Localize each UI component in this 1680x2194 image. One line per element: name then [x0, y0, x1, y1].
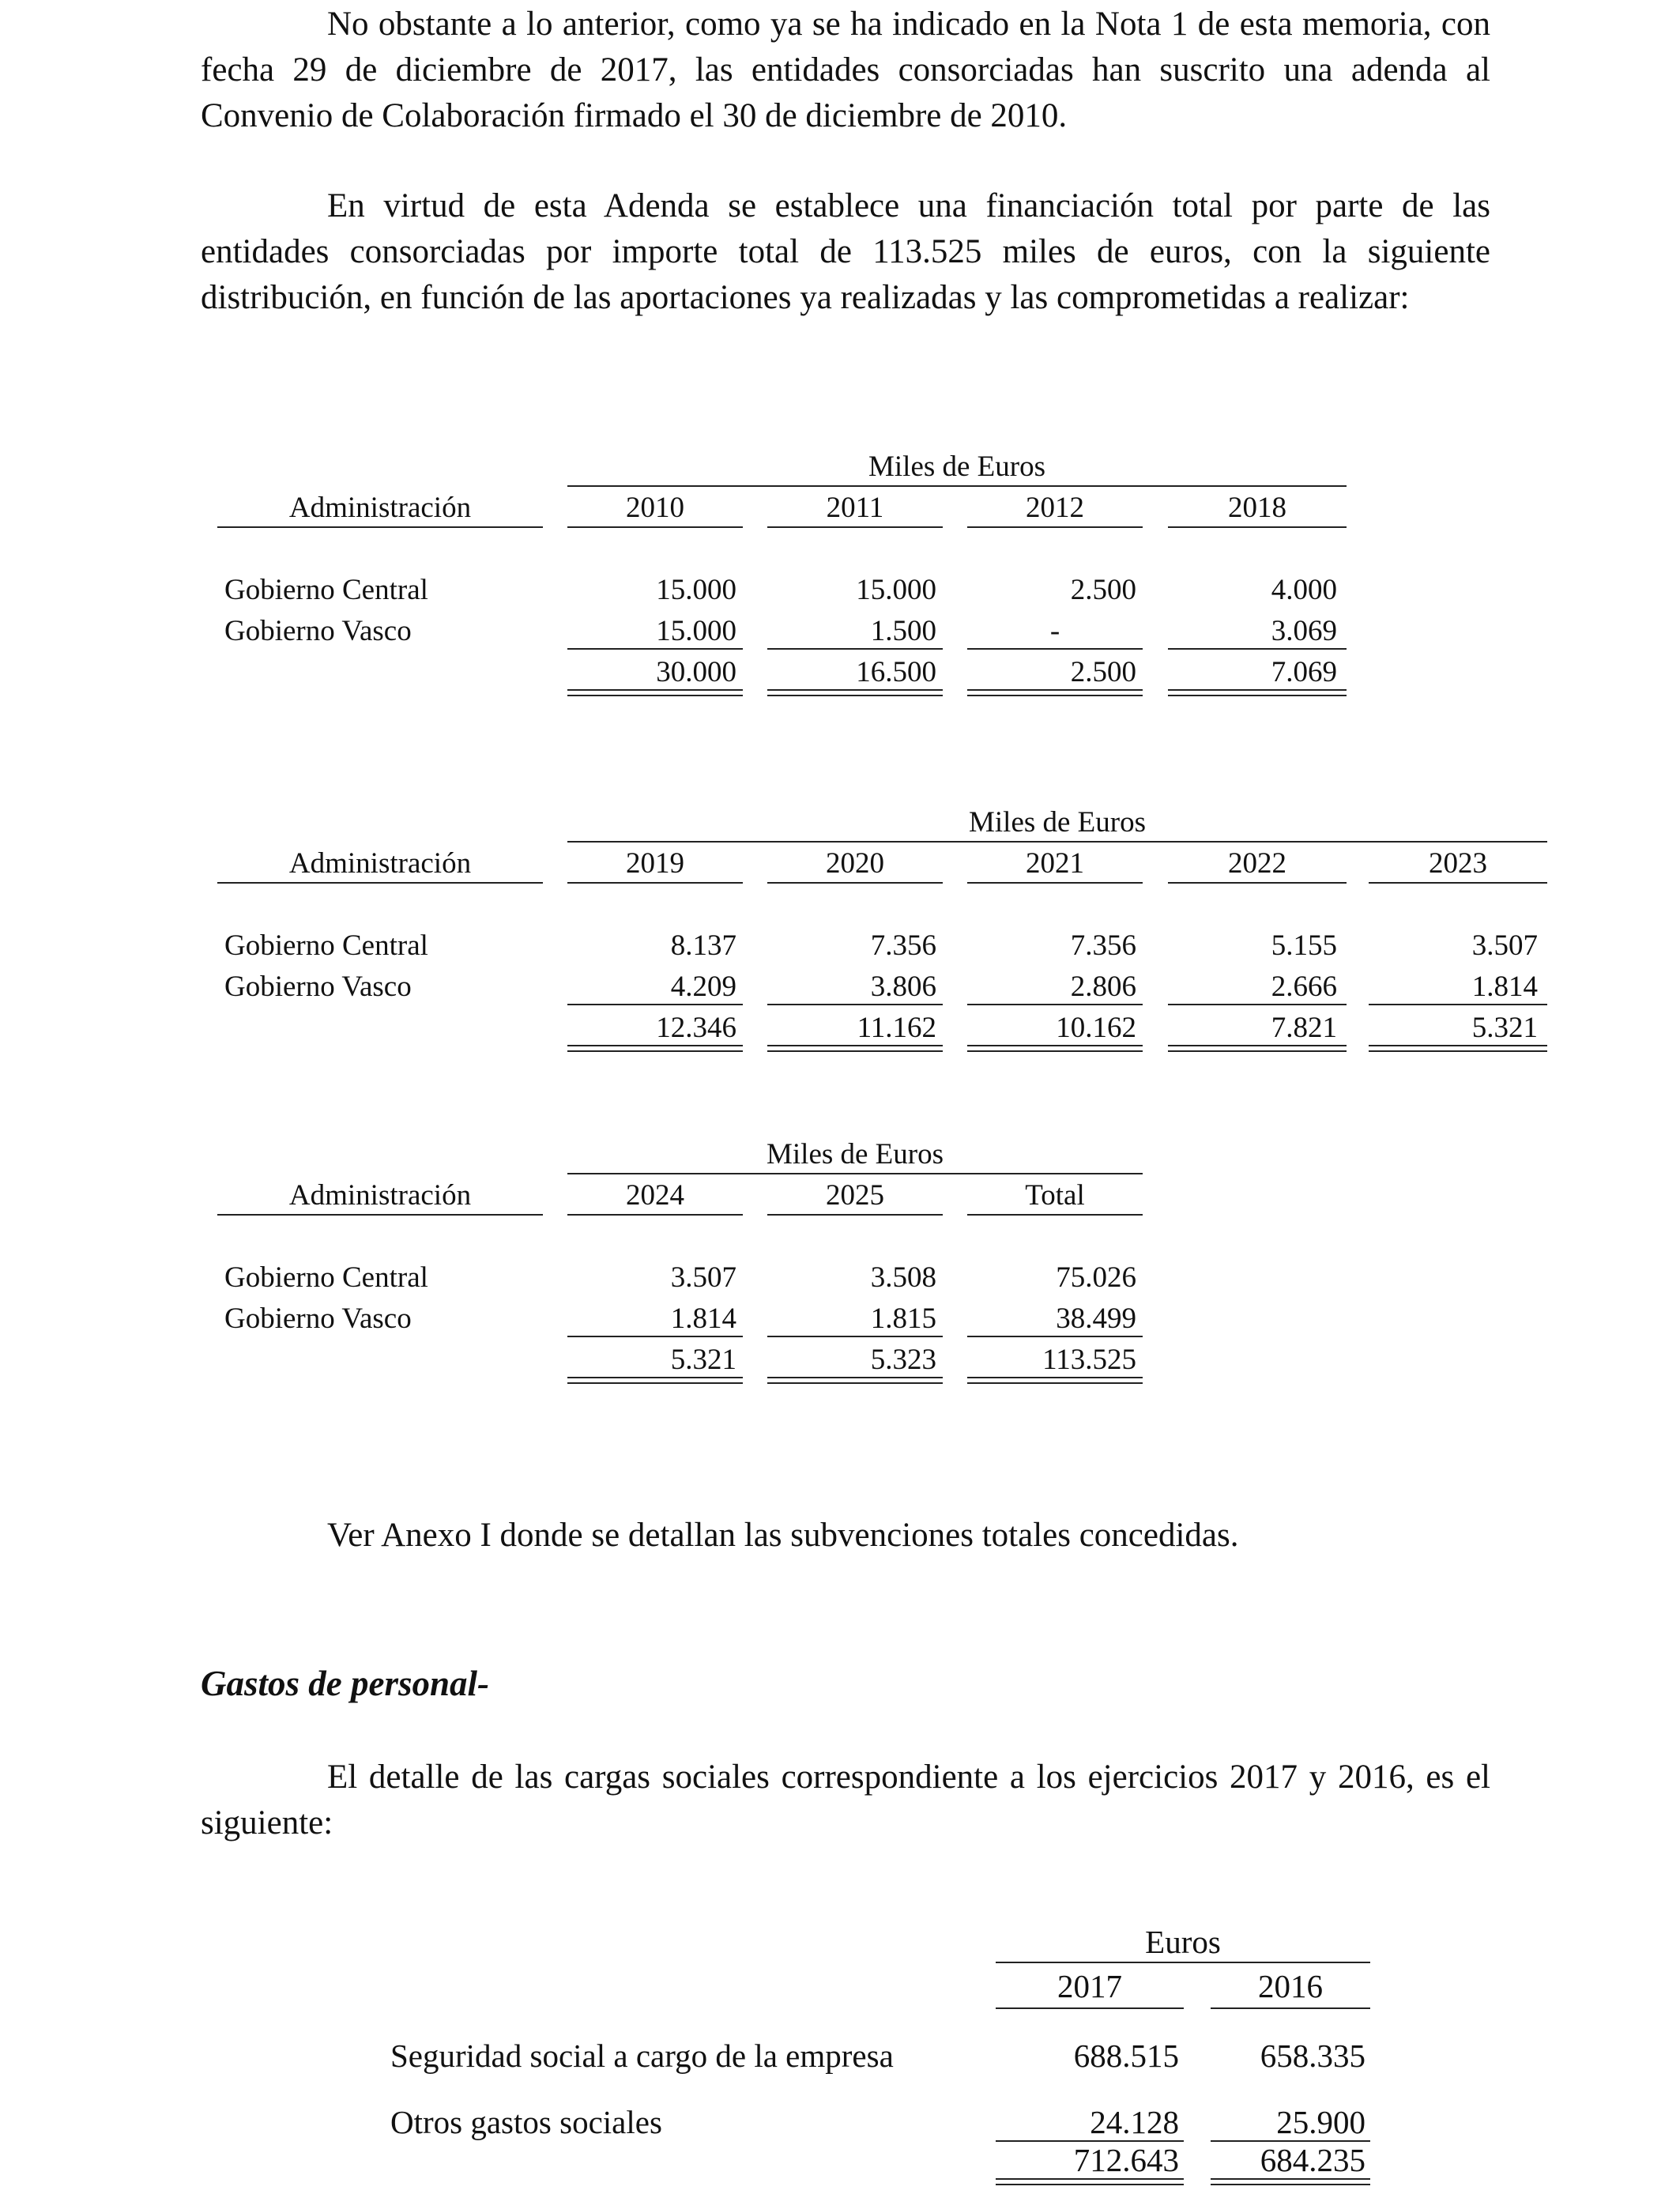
table3-header-rule — [967, 1214, 1143, 1216]
table3-cell: 1.815 — [870, 1302, 936, 1335]
table2-header-rule — [967, 882, 1143, 884]
cargas-sociales-paragraph-text: El detalle de las cargas sociales correspondiente a los ejercicios 2017 y 2016, es el siguiente: — [201, 1759, 1490, 1842]
table1-subtotal-rule — [767, 648, 943, 650]
table2-total-double-rule — [1369, 1045, 1547, 1052]
table2-subtotal-rule — [767, 1004, 943, 1005]
table2-subtotal-rule — [1168, 1004, 1347, 1005]
table2-subtotal-rule — [567, 1004, 743, 1005]
adenda-paragraph — [201, 183, 1490, 321]
table1-header-rule — [767, 526, 943, 528]
table2-header-rule — [1168, 882, 1347, 884]
table2-cell: 2.666 — [1271, 971, 1337, 1003]
table2-subtotal-rule — [1369, 1004, 1547, 1005]
table3-header-rule — [767, 1214, 943, 1216]
table1-total-double-rule — [767, 689, 943, 696]
table2-total: 5.321 — [1471, 1012, 1538, 1044]
table3-total: 5.321 — [670, 1344, 736, 1376]
table2-group-header: Miles de Euros — [968, 806, 1147, 839]
table4-cell: 24.128 — [1090, 2104, 1179, 2140]
table2-col-2021: 2021 — [1026, 847, 1084, 880]
section-heading-gastos-personal: Gastos de personal- — [201, 1664, 490, 1703]
table3-col-2024: 2024 — [626, 1179, 684, 1212]
table2-header-rule — [567, 882, 743, 884]
table1-cell: 1.500 — [870, 615, 936, 647]
table4-group-header: Euros — [1145, 1924, 1221, 1960]
table4-col-2016: 2016 — [1258, 1968, 1323, 2004]
table1-total: 7.069 — [1271, 656, 1337, 688]
table3-total-double-rule — [567, 1377, 743, 1384]
table2-total: 10.162 — [1056, 1012, 1136, 1044]
table2-total: 11.162 — [857, 1012, 936, 1044]
table2-cell: 7.356 — [1070, 929, 1136, 962]
table3-subtotal-rule — [967, 1336, 1143, 1337]
table2-cell: 3.806 — [870, 971, 936, 1003]
table2-header-rule — [217, 882, 543, 884]
table2-subtotal-rule — [967, 1004, 1143, 1005]
table2-row-label: Gobierno Vasco — [224, 971, 412, 1003]
table3-col-total: Total — [1025, 1179, 1085, 1212]
table1-cell: 15.000 — [856, 574, 936, 606]
table2-col-2022: 2022 — [1228, 847, 1286, 880]
table1-cell: 4.000 — [1271, 574, 1337, 606]
table1-total: 16.500 — [856, 656, 936, 688]
table1-row-header: Administración — [288, 492, 472, 524]
table3-row-label: Gobierno Vasco — [224, 1302, 412, 1335]
table4-row-label: Otros gastos sociales — [390, 2104, 662, 2140]
table2-row-label: Gobierno Central — [224, 929, 428, 962]
table2-header-rule — [767, 882, 943, 884]
adenda-paragraph-text: En virtud de esta Adenda se establece una financiación total por parte de las entidades consorciadas por importe total de 113.525 miles de euros, con la siguiente distribución, en función de las aportaciones ya realizadas y las comprometidas a realizar: — [201, 187, 1490, 316]
table3-cell: 3.507 — [670, 1261, 736, 1294]
table2-group-rule — [567, 841, 1547, 843]
table1-group-header: Miles de Euros — [868, 450, 1046, 483]
table1-col-2010: 2010 — [626, 492, 684, 524]
table2-cell: 8.137 — [670, 929, 736, 962]
table1-cell: 3.069 — [1271, 615, 1337, 647]
table4-header-rule — [1211, 2007, 1370, 2009]
table2-col-2020: 2020 — [826, 847, 884, 880]
table3-row-header: Administración — [288, 1179, 472, 1212]
table2-cell: 4.209 — [670, 971, 736, 1003]
table3-col-2025: 2025 — [826, 1179, 884, 1212]
table1-subtotal-rule — [567, 648, 743, 650]
table3-group-header: Miles de Euros — [766, 1138, 944, 1171]
table1-row-label: Gobierno Vasco — [224, 615, 412, 647]
table2-cell: 7.356 — [870, 929, 936, 962]
anexo-reference-text: Ver Anexo I donde se detallan las subvenciones totales concedidas. — [327, 1517, 1239, 1554]
table3-cell: 1.814 — [670, 1302, 736, 1335]
table2-cell: 5.155 — [1271, 929, 1337, 962]
table1-header-rule — [1168, 526, 1347, 528]
table1-cell: 15.000 — [656, 615, 736, 647]
table4-group-rule — [996, 1962, 1370, 1963]
table4-row-label: Seguridad social a cargo de la empresa — [390, 2038, 894, 2074]
table3-total: 5.323 — [870, 1344, 936, 1376]
table2-cell: 2.806 — [1070, 971, 1136, 1003]
table1-cell: - — [1049, 615, 1060, 647]
table2-total-double-rule — [967, 1045, 1143, 1052]
table1-header-rule — [967, 526, 1143, 528]
table2-cell: 1.814 — [1471, 971, 1538, 1003]
table4-total: 684.235 — [1260, 2142, 1365, 2178]
table2-total-double-rule — [567, 1045, 743, 1052]
intro-paragraph-text: No obstante a lo anterior, como ya se ha indicado en la Nota 1 de esta memoria, con fecha 29 de diciembre de 2017, las entidades consorciadas han suscrito una adenda al Convenio de Colaboración firmado el 30 de diciembre de 2010. — [201, 6, 1490, 134]
table2-col-2023: 2023 — [1429, 847, 1487, 880]
table1-subtotal-rule — [1168, 648, 1347, 650]
table3-total-double-rule — [767, 1377, 943, 1384]
table1-header-rule — [567, 526, 743, 528]
table4-header-rule — [996, 2007, 1184, 2009]
table2-total: 12.346 — [656, 1012, 736, 1044]
cargas-sociales-paragraph — [201, 1755, 1490, 1846]
table4-col-2017: 2017 — [1057, 1968, 1122, 2004]
table3-cell: 3.508 — [870, 1261, 936, 1294]
table3-total: 113.525 — [1042, 1344, 1136, 1376]
table2-row-header: Administración — [288, 847, 472, 880]
table1-col-2012: 2012 — [1026, 492, 1084, 524]
table3-row-label: Gobierno Central — [224, 1261, 428, 1294]
table1-cell: 2.500 — [1070, 574, 1136, 606]
table4-cell: 658.335 — [1260, 2038, 1365, 2074]
table1-total-double-rule — [1168, 689, 1347, 696]
table1-total-double-rule — [967, 689, 1143, 696]
table3-header-rule — [567, 1214, 743, 1216]
table3-cell: 75.026 — [1056, 1261, 1136, 1294]
table4-total-double-rule — [1211, 2178, 1370, 2185]
table4-cell: 25.900 — [1276, 2104, 1365, 2140]
table2-total-double-rule — [767, 1045, 943, 1052]
intro-paragraph — [201, 2, 1490, 139]
table3-group-rule — [567, 1173, 1143, 1174]
table4-cell: 688.515 — [1073, 2038, 1179, 2074]
table1-total-double-rule — [567, 689, 743, 696]
table2-total-double-rule — [1168, 1045, 1347, 1052]
table3-subtotal-rule — [767, 1336, 943, 1337]
table3-total-double-rule — [967, 1377, 1143, 1384]
table1-col-2011: 2011 — [826, 492, 884, 524]
table1-total: 2.500 — [1070, 656, 1136, 688]
table3-header-rule — [217, 1214, 543, 1216]
table1-row-label: Gobierno Central — [224, 574, 428, 606]
table4-total: 712.643 — [1073, 2142, 1179, 2178]
table1-header-rule — [217, 526, 543, 528]
table1-subtotal-rule — [967, 648, 1143, 650]
table2-total: 7.821 — [1271, 1012, 1337, 1044]
table4-total-double-rule — [996, 2178, 1184, 2185]
table1-total: 30.000 — [656, 656, 736, 688]
table2-cell: 3.507 — [1471, 929, 1538, 962]
table2-col-2019: 2019 — [626, 847, 684, 880]
table1-col-2018: 2018 — [1228, 492, 1286, 524]
table3-cell: 38.499 — [1056, 1302, 1136, 1335]
table1-group-rule — [567, 485, 1347, 487]
table1-cell: 15.000 — [656, 574, 736, 606]
table3-subtotal-rule — [567, 1336, 743, 1337]
table2-header-rule — [1369, 882, 1547, 884]
